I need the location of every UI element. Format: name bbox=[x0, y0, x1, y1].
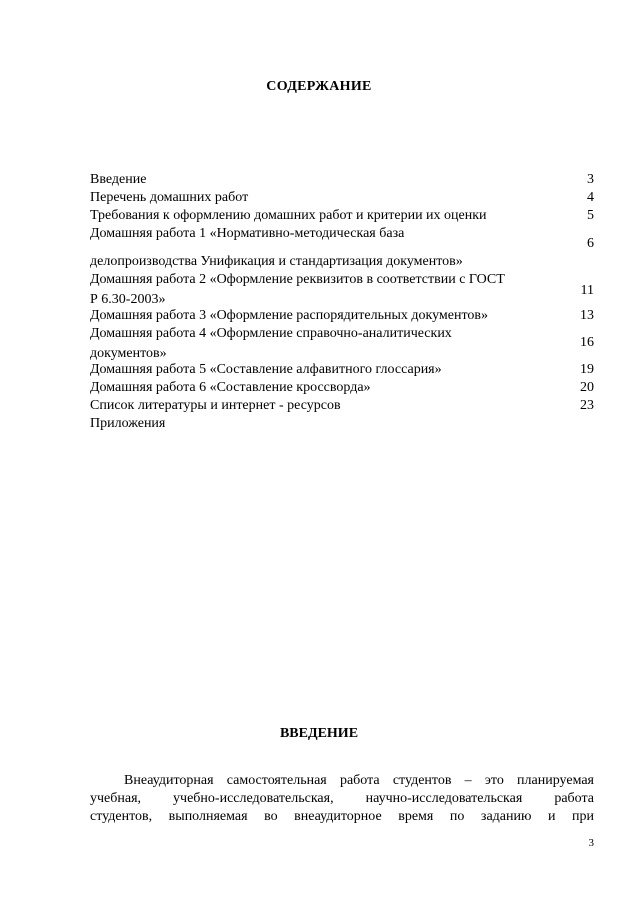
toc-item-homework-1[interactable] bbox=[90, 225, 594, 271]
toc-item-page: 23 bbox=[580, 398, 594, 413]
toc-item-requirements[interactable] bbox=[90, 207, 594, 225]
toc-item-page: 5 bbox=[587, 208, 594, 223]
toc-item-label: Введение bbox=[90, 172, 147, 187]
toc-item-homework-6[interactable] bbox=[90, 379, 594, 397]
toc-item-label: Домашняя работа 6 «Составление кроссворда» bbox=[90, 380, 371, 395]
paragraph-line: студентов, выполняемая во внеаудиторное время по заданию и при bbox=[90, 809, 594, 824]
toc-item-label: Список литературы и интернет - ресурсов bbox=[90, 398, 341, 413]
toc-item-appendices[interactable] bbox=[90, 415, 594, 433]
toc-item-label bbox=[90, 225, 554, 271]
toc-item-label: Домашняя работа 3 «Оформление распорядительных документов» bbox=[90, 308, 489, 323]
toc-item-page: 11 bbox=[580, 283, 594, 298]
toc-item-label-line2: Р 6.30-2003» bbox=[90, 292, 166, 307]
toc-item-label: Приложения bbox=[90, 416, 166, 431]
toc-item-label-line2: документов» bbox=[90, 346, 167, 361]
paragraph-line: Внеаудиторная самостоятельная работа студентов – это планируемая bbox=[124, 773, 594, 788]
toc-item-label bbox=[90, 325, 554, 363]
toc-item-page: 6 bbox=[587, 236, 594, 251]
toc-item-label: Требования к оформлению домашних работ и критерии их оценки bbox=[90, 208, 487, 223]
table-of-contents bbox=[90, 171, 594, 433]
toc-item-homework-list[interactable] bbox=[90, 189, 594, 207]
toc-item-homework-4[interactable] bbox=[90, 325, 594, 361]
toc-item-label-line1: Домашняя работа 4 «Оформление справочно-аналитических bbox=[90, 326, 452, 341]
toc-item-label: Домашняя работа 5 «Составление алфавитного глоссария» bbox=[90, 362, 442, 377]
toc-item-page: 16 bbox=[580, 335, 594, 350]
toc-item-label-line1: Домашняя работа 2 «Оформление реквизитов в соответствии с ГОСТ bbox=[90, 272, 505, 287]
toc-item-label-line2: делопроизводства Унификация и стандартизация документов» bbox=[90, 254, 463, 269]
introduction-paragraph bbox=[90, 772, 594, 826]
introduction-heading: ВВЕДЕНИЕ bbox=[279, 726, 359, 741]
toc-item-label: Перечень домашних работ bbox=[90, 190, 249, 205]
toc-item-homework-2[interactable] bbox=[90, 271, 594, 307]
toc-item-bibliography[interactable] bbox=[90, 397, 594, 415]
toc-item-page: 13 bbox=[580, 308, 594, 323]
toc-item-homework-5[interactable] bbox=[90, 361, 594, 379]
toc-item-page: 3 bbox=[587, 172, 594, 187]
toc-item-page: 4 bbox=[587, 190, 594, 205]
toc-item-label bbox=[90, 271, 554, 309]
paragraph-line: учебная, учебно-исследовательская, научно-исследовательская работа bbox=[90, 791, 594, 806]
toc-item-label-line1: Домашняя работа 1 «Нормативно-методическая база bbox=[90, 226, 405, 241]
toc-item-introduction[interactable] bbox=[90, 171, 594, 189]
toc-item-page: 20 bbox=[580, 380, 594, 395]
toc-title: СОДЕРЖАНИЕ bbox=[266, 79, 372, 94]
toc-item-homework-3[interactable] bbox=[90, 307, 594, 325]
page-number: 3 bbox=[588, 837, 594, 849]
toc-item-page: 19 bbox=[580, 362, 594, 377]
